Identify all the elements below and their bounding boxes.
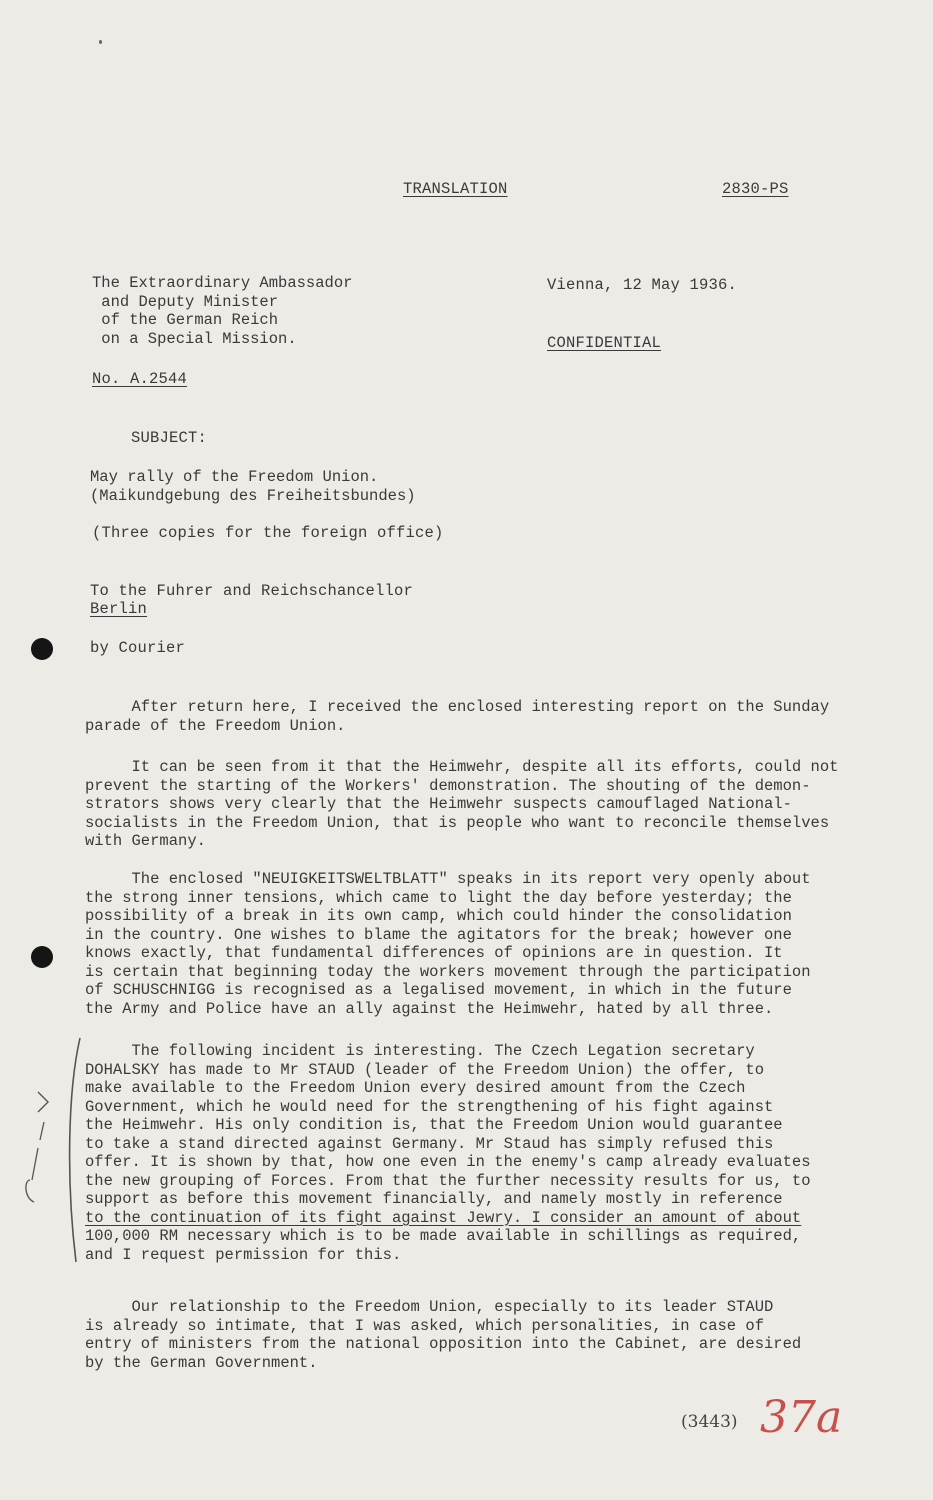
text-line: parade of the Freedom Union. (85, 716, 346, 735)
delivery-method: by Courier (90, 639, 186, 657)
sender-line: and Deputy Minister (92, 292, 279, 311)
place-date: Vienna, 12 May 1936. (547, 276, 738, 294)
text-line: After return here, I received the enclosed interesting report on the Sunday (85, 698, 830, 716)
text-line: of SCHUSCHNIGG is recognised as a legalised movement, in which in the future (85, 981, 792, 999)
text-line: The enclosed "NEUIGKEITSWELTBLATT" speaks in its report very openly about (85, 870, 811, 888)
text-line: 100,000 RM necessary which is to be made available in schillings as required, (85, 1227, 802, 1245)
translation-heading: TRANSLATION (403, 180, 508, 198)
subject-label: SUBJECT: (131, 429, 208, 447)
classification-stamp: CONFIDENTIAL (547, 334, 662, 352)
recipient-city: Berlin (90, 600, 148, 618)
text-line: strators shows very clearly that the Heimwehr suspects camouflaged National- (85, 795, 792, 813)
text-line: in the country. One wishes to blame the agitators for the break; however one (85, 925, 792, 944)
text-line: Our relationship to the Freedom Union, especially to its leader STAUD (85, 1298, 774, 1316)
subject-block (90, 468, 416, 505)
text-line: knows exactly, that fundamental differences of opinions are in question. It (85, 944, 783, 962)
text-line: support as before this movement financially, and namely mostly in reference (85, 1190, 783, 1208)
text-line: by the German Government. (85, 1353, 318, 1372)
punch-hole (31, 638, 53, 660)
subject-line: May rally of the Freedom Union. (90, 468, 379, 486)
text-line: with Germany. (85, 832, 206, 850)
body-paragraph (85, 1298, 865, 1372)
text-line: to take a stand directed against Germany. Mr Staud has simply refused this (85, 1134, 774, 1153)
text-line: It can be seen from it that the Heimwehr, despite all its efforts, could not (85, 758, 839, 776)
text-line: prevent the starting of the Workers' demonstration. The shouting of the demon- (85, 776, 811, 795)
page-reference: (3443) (681, 1412, 738, 1432)
text-line: the Army and Police have an ally against the Heimwehr, hated by all three. (85, 999, 774, 1018)
text-line: offer. It is shown by that, how one even in the enemy's camp already evaluates (85, 1153, 811, 1171)
text-line: is certain that beginning today the workers movement through the participation (85, 962, 811, 981)
text-line: the new grouping of Forces. From that the further necessity results for us, to (85, 1171, 811, 1190)
text-line: The following incident is interesting. The Czech Legation secretary (85, 1042, 755, 1060)
text-line: possibility of a break in its own camp, which could hinder the consolidation (85, 907, 792, 925)
text-line: socialists in the Freedom Union, that is people who want to reconcile themselves (85, 813, 830, 832)
sender-line: of the German Reich (92, 311, 279, 329)
subject-line-german: (Maikundgebung des Freiheitsbundes) (90, 486, 416, 505)
body-paragraph (85, 698, 865, 735)
text-line: make available to the Freedom Union every desired amount from the Czech (85, 1079, 746, 1097)
body-paragraph (85, 1042, 865, 1264)
sender-line: The Extraordinary Ambassador (92, 274, 353, 292)
copies-note: (Three copies for the foreign office) (92, 524, 444, 542)
text-line: the Heimwehr. His only condition is, that the Freedom Union would guarantee (85, 1116, 783, 1134)
body-paragraph (85, 758, 865, 851)
text-line: Government, which he would need for the strengthening of his fight against (85, 1097, 774, 1116)
sender-block (92, 274, 352, 348)
text-line: and I request permission for this. (85, 1245, 402, 1264)
text-line: the strong inner tensions, which came to light the day before yesterday; the (85, 888, 792, 907)
punch-hole (31, 946, 53, 968)
text-line: to the continuation of its fight against Jewry. I consider an amount of about (85, 1208, 802, 1227)
handwritten-folio-number: 37a (760, 1392, 843, 1443)
body-paragraph (85, 870, 865, 1018)
text-line: DOHALSKY has made to Mr STAUD (leader of the Freedom Union) the offer, to (85, 1060, 765, 1079)
text-line: entry of ministers from the national opposition into the Cabinet, are desired (85, 1335, 802, 1353)
document-number: No. A.2544 (92, 370, 188, 388)
document-reference: 2830-PS (722, 180, 789, 198)
recipient-title: To the Fuhrer and Reichschancellor (90, 582, 414, 600)
paper-speck (99, 40, 102, 44)
text-line: is already so intimate, that I was asked, which personalities, in case of (85, 1316, 765, 1335)
sender-line: on a Special Mission. (92, 329, 297, 348)
